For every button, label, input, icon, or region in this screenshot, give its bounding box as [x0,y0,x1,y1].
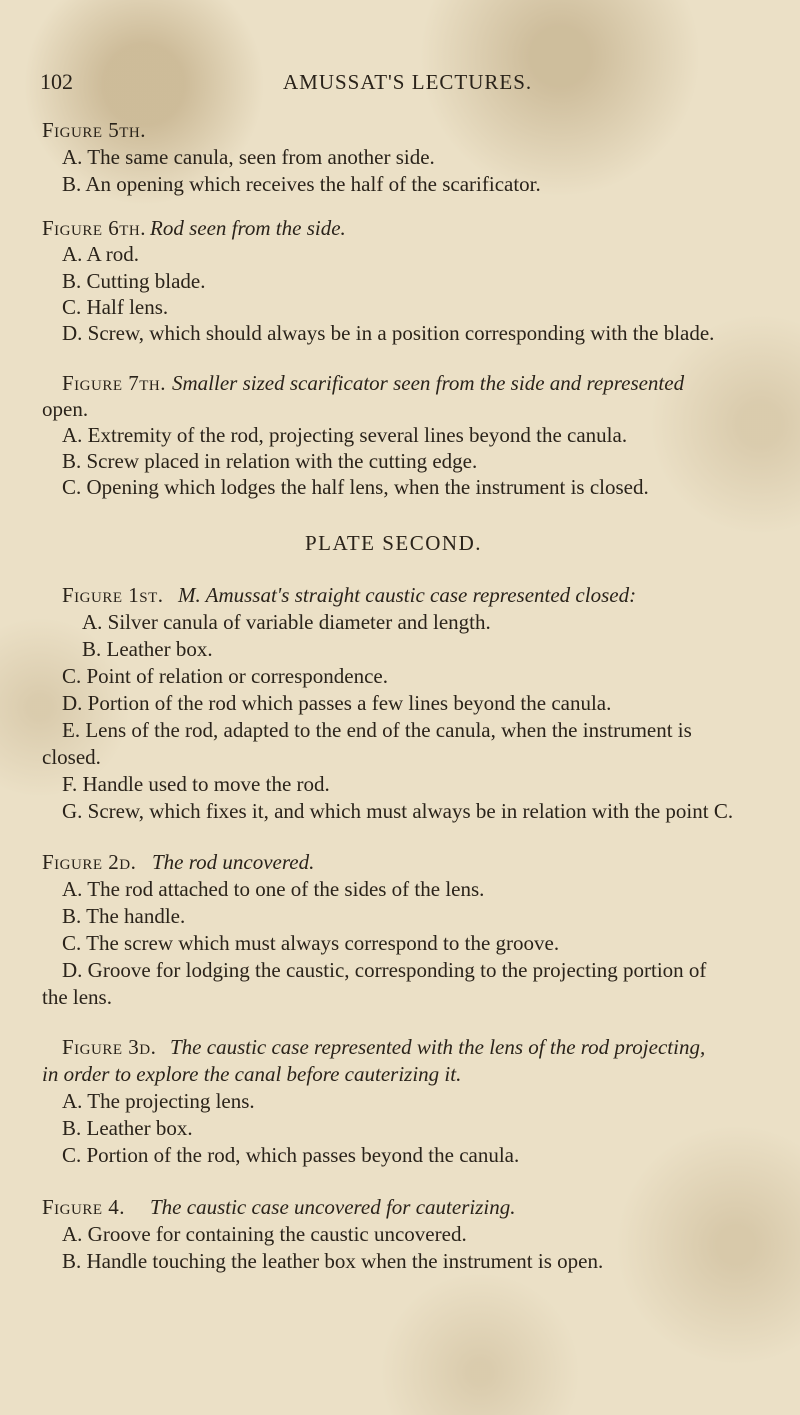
plate-figure2-caption: The rod uncovered. [152,850,315,874]
figure7-item-a: A. Extremity of the rod, projecting several lines beyond the canula. [62,423,628,447]
figure6-title: Figure 6th. [42,216,147,240]
figure7-caption-line1: Smaller sized scarificator seen from the side and represented [172,371,685,395]
plate-figure2-item-a: A. The rod attached to one of the sides of the lens. [62,877,485,901]
plate-figure3-title: Figure 3d. [62,1035,157,1059]
figure7-title: Figure 7th. [62,371,167,395]
figure7-item-b: B. Screw placed in relation with the cutting edge. [62,449,478,473]
plate-figure2-item-c: C. The screw which must always correspond to the groove. [62,931,560,955]
plate-figure3-caption-line1: The caustic case represented with the lens of the rod projecting, [170,1035,706,1059]
page-number: 102 [40,69,73,94]
figure7-caption-line2: open. [42,397,89,421]
figure5-item-b: B. An opening which receives the half of the scarificator. [62,172,541,196]
figure7-item-c: C. Opening which lodges the half lens, when the instrument is closed. [62,475,649,499]
figure6-item-c: C. Half lens. [62,295,169,319]
figure6-item-b: B. Cutting blade. [62,269,206,293]
plate-figure1-item-b: B. Leather box. [82,637,213,661]
plate-figure1-item-c: C. Point of relation or correspondence. [62,664,388,688]
plate-figure1-caption: M. Amussat's straight caustic case represented closed: [178,583,637,607]
plate-figure3-item-c: C. Portion of the rod, which passes beyond the canula. [62,1143,520,1167]
plate-figure4-title: Figure 4. [42,1195,126,1219]
plate-figure1-item-a: A. Silver canula of variable diameter and length. [82,610,491,634]
plate-heading: PLATE SECOND. [305,531,483,555]
figure5-item-a: A. The same canula, seen from another side. [62,145,435,169]
plate-figure4-caption: The caustic case uncovered for cauterizing. [150,1195,516,1219]
plate-figure2-item-d: D. Groove for lodging the caustic, corresponding to the projecting portion of [62,958,707,982]
plate-figure4-item-a: A. Groove for containing the caustic uncovered. [62,1222,467,1246]
figure6-caption: Rod seen from the side. [150,216,346,240]
running-title: AMUSSAT'S LECTURES. [283,70,533,94]
plate-figure2-item-b: B. The handle. [62,904,186,928]
plate-figure3-item-b: B. Leather box. [62,1116,193,1140]
plate-figure1-item-f: F. Handle used to move the rod. [62,772,330,796]
figure6-item-d: D. Screw, which should always be in a position corresponding with the blade. [62,321,715,345]
plate-figure1-item-g: G. Screw, which fixes it, and which must always be in relation with the point C. [62,799,734,823]
figure5-title: Figure 5th. [42,118,147,142]
plate-figure1-item-e-cont: closed. [42,745,101,769]
plate-figure3-caption-line2: in order to explore the canal before cauterizing it. [42,1062,462,1086]
plate-figure1-item-d: D. Portion of the rod which passes a few lines beyond the canula. [62,691,612,715]
plate-figure3-item-a: A. The projecting lens. [62,1089,255,1113]
plate-figure2-item-d-cont: the lens. [42,985,112,1009]
plate-figure1-item-e: E. Lens of the rod, adapted to the end of the canula, when the instrument is [62,718,692,742]
plate-figure4-item-b: B. Handle touching the leather box when the instrument is open. [62,1249,604,1273]
plate-figure2-title: Figure 2d. [42,850,137,874]
figure6-item-a: A. A rod. [62,242,140,266]
plate-figure1-title: Figure 1st. [62,583,164,607]
